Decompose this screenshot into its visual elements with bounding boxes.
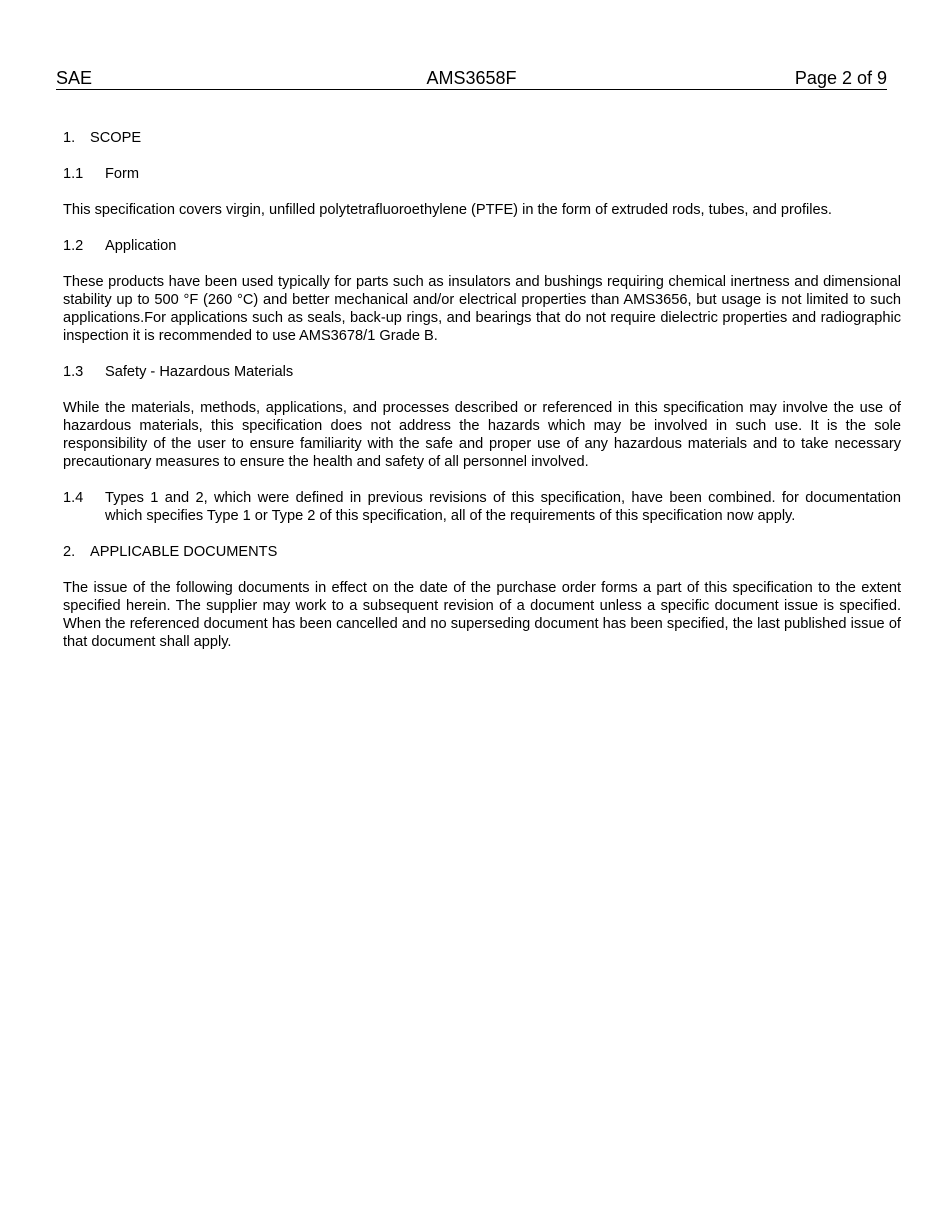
- section-application-heading: [63, 237, 901, 255]
- section-applicable-documents-paragraph: The issue of the following documents in effect on the date of the purchase order forms a part of this specification to the extent specified herein. The supplier may work to a subsequent revision of a document unless a specific document issue is specified. When the referenced document has been cancelled and no superseding document has been specified, the last published issue of that document shall apply.: [63, 580, 901, 650]
- section-title: Safety - Hazardous Materials: [105, 364, 294, 380]
- header-organization: SAE: [56, 68, 93, 88]
- section-title: SCOPE: [90, 130, 142, 146]
- section-safety-paragraph: While the materials, methods, applications, and processes described or referenced in this specification may involve the use of hazardous materials, this specification does not address the hazards which may be involved in such use. It is the sole responsibility of the user to ensure familiarity with the safe and proper use of any hazardous materials and to take necessary precautionary measures to ensure the health and safety of all personnel involved.: [63, 400, 901, 470]
- section-safety-heading: [63, 363, 901, 381]
- header-page-number: Page 2 of 9: [794, 68, 887, 88]
- section-scope-heading: [63, 129, 901, 147]
- section-number: 1.1: [63, 166, 84, 182]
- section-title: APPLICABLE DOCUMENTS: [90, 544, 278, 560]
- page-header: [56, 67, 887, 90]
- section-number: 2.: [63, 544, 76, 560]
- section-number: 1.: [63, 130, 76, 146]
- section-form-paragraph: This specification covers virgin, unfilled polytetrafluoroethylene (PTFE) in the form of extruded rods, tubes, and profiles.: [63, 202, 832, 218]
- section-title: Form: [105, 166, 140, 182]
- document-body: [63, 129, 901, 669]
- section-number: 1.2: [63, 238, 84, 254]
- section-title: Application: [105, 238, 177, 254]
- section-number: 1.4: [63, 490, 84, 506]
- section-application-paragraph: These products have been used typically for parts such as insulators and bushings requiring chemical inertness and dimensional stability up to 500 °F (260 °C) and better mechanical and/or electrical properties than AMS3656, but usage is not limited to such applications.For applications such as seals, back-up rings, and bearings that do not require dielectric properties and radiographic inspection it is recommended to use AMS3678/1 Grade B.: [63, 274, 901, 344]
- section-form-heading: [63, 165, 901, 183]
- section-types-item: [63, 489, 901, 525]
- section-applicable-documents-heading: [63, 543, 901, 561]
- header-document-number: AMS3658F: [426, 68, 517, 88]
- section-number: 1.3: [63, 364, 84, 380]
- section-types-paragraph: Types 1 and 2, which were defined in previous revisions of this specification, have been combined. for documentation which specifies Type 1 or Type 2 of this specification, all of the requirements of this specification now apply.: [105, 490, 901, 524]
